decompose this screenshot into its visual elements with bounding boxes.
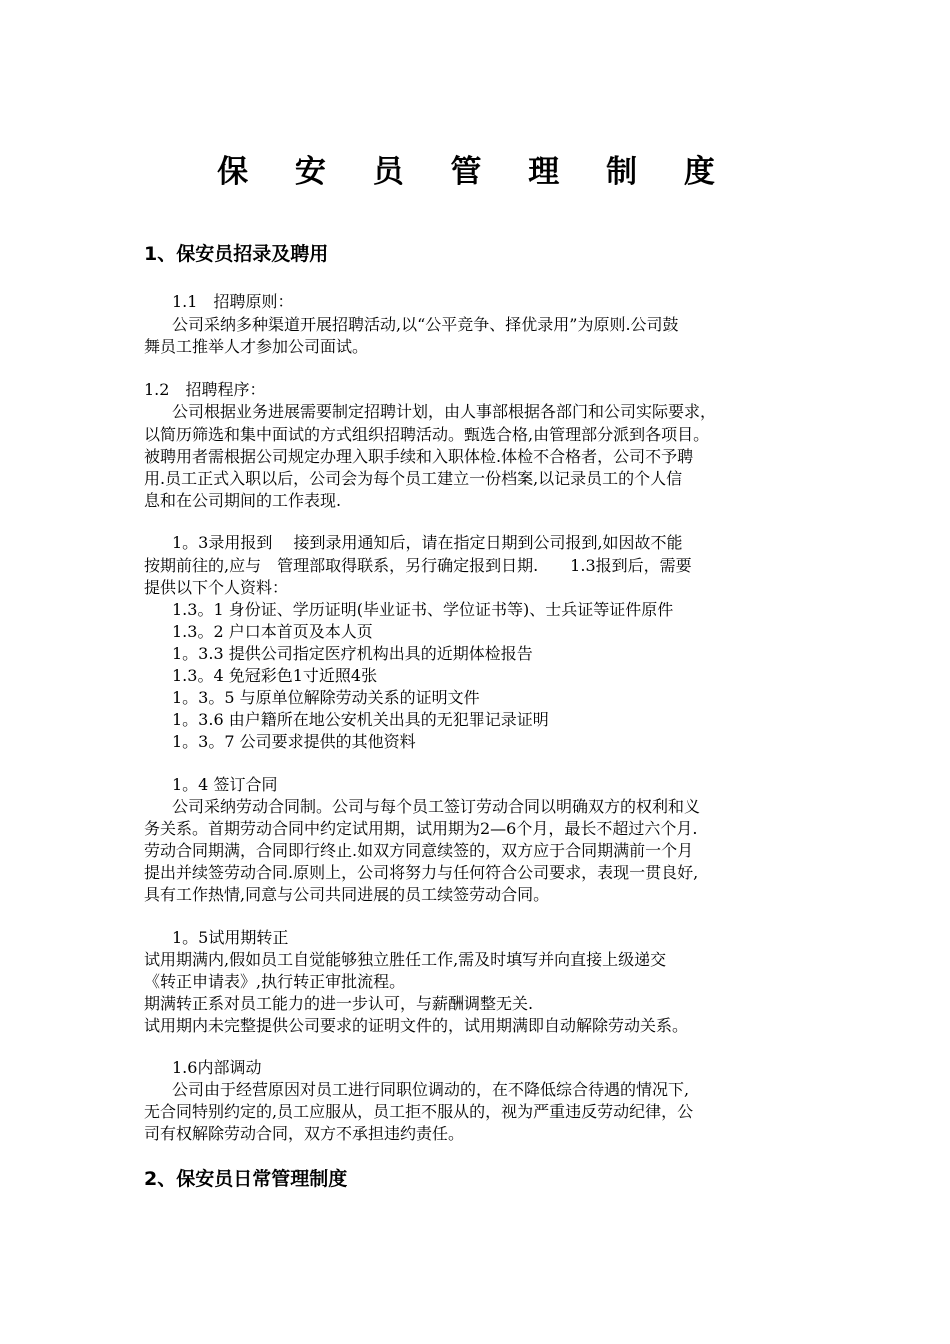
section-heading-2: 2、保安员日常管理制度 (144, 1168, 348, 1190)
list-item: 1。3。7 公司要求提供的其他资料 (172, 732, 416, 751)
subsection-label-1-5: 1。5试用期转正 (172, 928, 289, 947)
paragraph-line: 用.员工正式入职以后，公司会为每个员工建立一份档案,以记录员工的个人信 (144, 469, 683, 488)
list-item: 1.3。4 免冠彩色1寸近照4张 (172, 666, 378, 685)
subsection-label-1-1: 1.1 招聘原则： (172, 292, 294, 311)
paragraph-line: 司有权解除劳动合同，双方不承担违约责任。 (144, 1124, 465, 1143)
paragraph-line: 舞员工推举人才参加公司面试。 (144, 337, 369, 356)
paragraph-line: 务关系。首期劳动合同中约定试用期，试用期为2—6个月，最长不超过六个月. (144, 819, 698, 838)
paragraph-line: 按期前往的,应与 管理部取得联系，另行确定报到日期. 1.3报到后，需要 (144, 556, 692, 575)
paragraph-line: 公司由于经营原因对员工进行同职位调动的，在不降低综合待遇的情况下, (172, 1080, 690, 1099)
paragraph-line: 被聘用者需根据公司规定办理入职手续和入职体检.体检不合格者，公司不予聘 (144, 447, 694, 466)
paragraph-line: 以简历筛选和集中面试的方式组织招聘活动。甄选合格,由管理部分派到各项目。 (144, 425, 710, 444)
subsection-label-1-2: 1.2 招聘程序： (144, 380, 266, 399)
paragraph-line: 提供以下个人资料： (144, 578, 289, 597)
list-item: 1.3。1 身份证、学历证明(毕业证书、学位证书等)、士兵证等证件原件 (172, 600, 674, 619)
list-item: 1。3.6 由户籍所在地公安机关出具的无犯罪记录证明 (172, 710, 549, 729)
paragraph-line: 具有工作热情,同意与公司共同进展的员工续签劳动合同。 (144, 885, 550, 904)
paragraph-line: 无合同特别约定的,员工应服从，员工拒不服从的，视为严重违反劳动纪律，公 (144, 1102, 694, 1121)
paragraph-line: 劳动合同期满，合同即行终止.如双方同意续签的，双方应于合同期满前一个月 (144, 841, 694, 860)
paragraph-line: 公司采纳多种渠道开展招聘活动,以“公平竞争、择优录用”为原则.公司鼓 (172, 315, 679, 334)
document-title: 保 安 员 管 理 制 度 (217, 154, 733, 190)
paragraph-line: 试用期满内,假如员工自觉能够独立胜任工作,需及时填写并向直接上级递交 (144, 950, 667, 969)
subsection-label-1-6: 1.6内部调动 (172, 1058, 262, 1077)
list-item: 1。3.3 提供公司指定医疗机构出具的近期体检报告 (172, 644, 533, 663)
paragraph-line: 期满转正系对员工能力的进一步认可，与薪酬调整无关. (144, 994, 534, 1013)
paragraph-line: 公司根据业务进展需要制定招聘计划，由人事部根据各部门和公司实际要求， (172, 402, 717, 421)
paragraph-line: 公司采纳劳动合同制。公司与每个员工签订劳动合同以明确双方的权利和义 (172, 797, 701, 816)
paragraph-line: 《转正申请表》,执行转正审批流程。 (144, 972, 406, 991)
list-item: 1。3。5 与原单位解除劳动关系的证明文件 (172, 688, 480, 707)
paragraph-line: 1。3录用报到 接到录用通知后，请在指定日期到公司报到,如因故不能 (172, 533, 683, 552)
paragraph-line: 息和在公司期间的工作表现. (144, 491, 342, 510)
subsection-label-1-4: 1。4 签订合同 (172, 775, 278, 794)
section-heading-1: 1、保安员招录及聘用 (144, 243, 329, 265)
paragraph-line: 提出并续签劳动合同.原则上，公司将努力与任何符合公司要求，表现一贯良好, (144, 863, 699, 882)
list-item: 1.3。2 户口本首页及本人页 (172, 622, 373, 641)
paragraph-line: 试用期内未完整提供公司要求的证明文件的，试用期满即自动解除劳动关系。 (144, 1016, 689, 1035)
